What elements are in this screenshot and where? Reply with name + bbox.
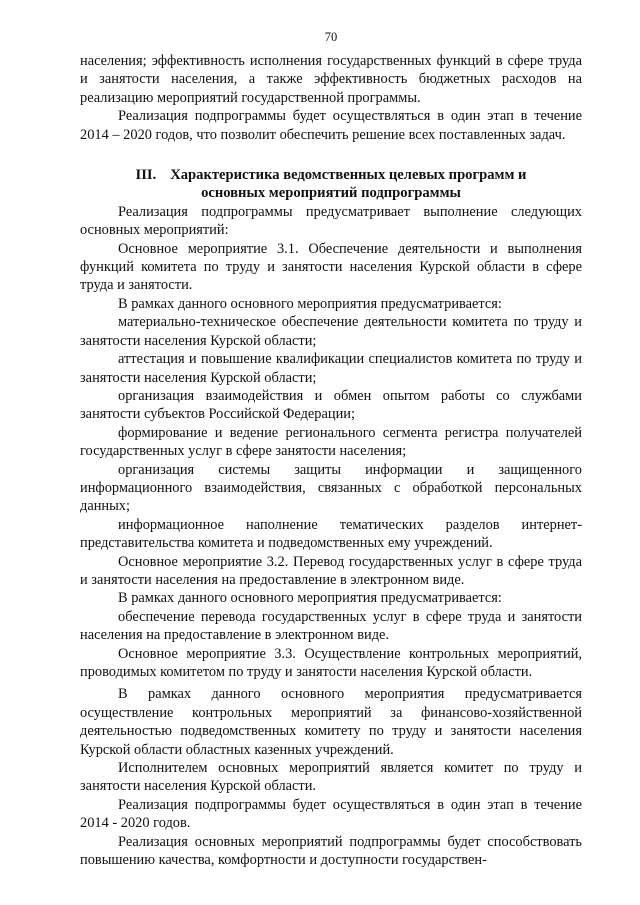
paragraph: организация системы защиты информации и защищенного информационного взаимодействия, связанных с обработкой персональных данных;: [80, 461, 582, 515]
paragraph: В рамках данного основного мероприятия предусматривается осуществление контрольных мероприятий за финансово-хозяйственной деятельностью подведомственных комитету по труду и занятости населения Курской области областных казенных учреждений.: [80, 686, 582, 758]
paragraph: материально-техническое обеспечение деятельности комитета по труду и занятости населения Курской области;: [80, 314, 582, 349]
paragraph: Основное мероприятие 3.3. Осуществление контрольных мероприятий, проводимых комитетом по труду и занятости населения Курской области.: [80, 645, 582, 680]
paragraph: Реализация основных мероприятий подпрограммы будет способствовать повышению качества, комфортности и доступности государствен-: [80, 833, 582, 869]
paragraph: Исполнителем основных мероприятий является комитет по труду и занятости населения Курской области.: [80, 760, 582, 795]
section-title-part-1: Характеристика ведомственных целевых программ и: [170, 167, 527, 184]
paragraph: В рамках данного основного мероприятия предусматривается:: [118, 590, 502, 607]
paragraph: В рамках данного основного мероприятия предусматривается:: [118, 295, 502, 312]
paragraph: информационное наполнение тематических разделов интернет-представительства комитета и подведомственных ему учреждений.: [80, 516, 582, 552]
paragraph: Основное мероприятие 3.1. Обеспечение деятельности и выполнения функций комитета по труду и занятости населения Курской области в сфере труда и занятости.: [80, 240, 582, 294]
paragraph: формирование и ведение регионального сегмента регистра получателей государственных услуг в сфере занятости населения;: [80, 424, 582, 460]
paragraph: Реализация подпрограммы будет осуществляться в один этап в течение 2014 - 2020 годов.: [80, 796, 582, 832]
page-number: 70: [324, 30, 338, 44]
paragraph: аттестация и повышение квалификации специалистов комитета по труду и занятости населения Курской области;: [80, 351, 582, 386]
paragraph: Реализация подпрограммы предусматривает выполнение следующих основных мероприятий:: [80, 203, 582, 239]
section-heading-line-1: [80, 166, 582, 184]
paragraph: населения; эффективность исполнения государственных функций в сфере труда и занятости населения, а также эффективность бюджетных расходов на реализацию мероприятий государственной программы.: [80, 53, 582, 106]
paragraph: Основное мероприятие 3.2. Перевод государственных услуг в сфере труда и занятости населения на предоставление в электронном виде.: [80, 553, 582, 588]
paragraph: обеспечение перевода государственных услуг в сфере труда и занятости населения на предоставление в электронном виде.: [80, 608, 582, 644]
section-heading: [80, 166, 582, 203]
section-title-part-2: основных мероприятий подпрограммы: [201, 185, 461, 202]
section-number: III.: [135, 167, 157, 184]
paragraph: Реализация подпрограммы будет осуществляться в один этап в течение 2014 – 2020 годов, что позволит обеспечить решение всех поставленных задач.: [80, 108, 582, 143]
paragraph: организация взаимодействия и обмен опытом работы со службами занятости субъектов Российской Федерации;: [80, 387, 582, 423]
